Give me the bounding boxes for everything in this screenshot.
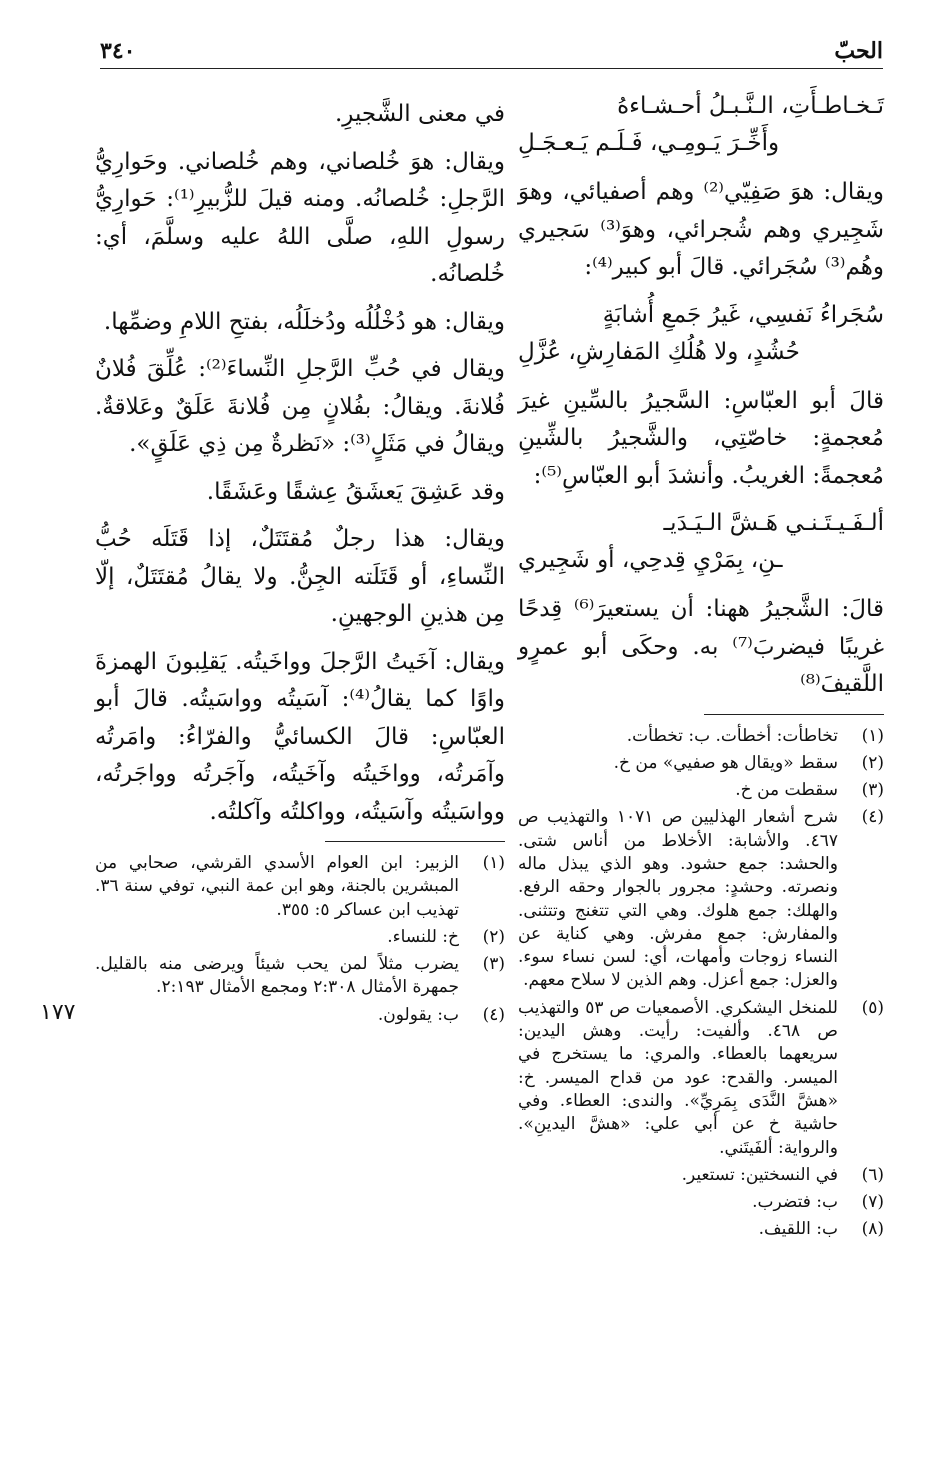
footnote-separator xyxy=(325,841,505,842)
footnote xyxy=(518,1218,884,1241)
footnote-text: ب: اللقيف. xyxy=(758,1219,838,1240)
footnote xyxy=(95,926,505,949)
footnote xyxy=(95,1004,505,1027)
paragraph: قالَ: الشَّجيرُ ههنا: أن يستعيرَ⁽⁶⁾ قِدحًا غريبًا فيضربَ⁽⁷⁾ به. وحكَى أبو عمرٍو اللَّقيفَ⁽⁸⁾ xyxy=(518,596,884,697)
footnotes-right xyxy=(518,725,884,1242)
footnote-text: ب: فتضرب. xyxy=(752,1192,838,1213)
footnote xyxy=(518,752,884,775)
right-column xyxy=(518,88,884,1246)
footnote xyxy=(518,725,884,748)
footnote-text: شرح أشعار الهذليين ص ١٠٧١ والتهذيب ص ٤٦٧. والأشابة: الأخلاط من أناس شتى. والحشد: جمع حشود. وهو الذي يبذل ماله ونصرته. وحشدٍ: مجرور بالجوار وحقه الرفع. والهلك: جمع هلوك. وهي التي تتغنج وتتثنى. والمفارش: جمع مفرش. وهي كناية عن النساء زوجات وأمهات، أي: لسن نساء سوء. والعزل: جمع أعزل. وهم الذين لا سلاح معهم. xyxy=(518,807,838,991)
footnote-text: في النسختين: تستعير. xyxy=(681,1164,838,1185)
footnote-text: تخاطأت: أخطأت. ب: تخطأت. xyxy=(626,725,838,746)
verse-1-first-hemistich: تَـخـاطـأَتِ، الـنَّـبـلُ أحـشـاءهُ xyxy=(617,93,884,119)
page-header xyxy=(100,36,883,69)
paragraph: ويقال: هوَ صَفِيّي⁽²⁾ وهم أصفيائي، وهوَ شَجِيري وهم شُجرائي، وهوَ⁽³⁾ سَجيري وهُم⁽³⁾ سُجَرائي. قالَ أبو كبير⁽⁴⁾: xyxy=(518,179,885,280)
paragraph: قالَ أبو العبّاسِ: السَّجيرُ بالسِّينِ غيرَ مُعجمةٍ: خاصّتِي، والشَّجيرُ بالشِّينِ مُعجمةً: الغريبُ. وأنشدَ أبو العبّاسِ⁽⁵⁾: xyxy=(518,387,884,489)
footnote-text: ب: يقولون. xyxy=(377,1004,459,1025)
footnote-text: سقط «ويقال هو صفيي» من خ. xyxy=(613,752,838,773)
verse-2 xyxy=(518,297,884,371)
paragraph: في معنى الشَّجيرِ. xyxy=(334,101,505,127)
running-title: الحبّ xyxy=(834,38,883,64)
margin-number: ١٧٧ xyxy=(40,1000,76,1025)
footnote xyxy=(95,953,505,1000)
paragraph: ويقال: هو دُخْلُلُه ودُخلَلُه، بفتحِ اللامِ وضمِّها. xyxy=(103,308,505,335)
footnote xyxy=(518,1191,884,1214)
verse-3-first-hemistich: ألـفَـيـتَـنـي هَـشَّ الـيَـدَيـ xyxy=(663,510,884,536)
footnote-number: (٤) xyxy=(861,807,884,828)
footnote xyxy=(518,779,884,802)
footnote-number: (٣) xyxy=(482,954,505,975)
footnote xyxy=(518,806,884,992)
footnote-text: الزبير: ابن العوام الأسدي القرشي، صحابي من المبشرين بالجنة، وهو ابن عمة النبي، توفي سنة ٣٦. تهذيب ابن عساكر ٥: ٣٥٥. xyxy=(95,853,459,920)
paragraph: وقد عَشِقَ يَعشَقُ عِشقًا وعَشَقًا. xyxy=(206,478,505,505)
footnote-text: سقطت من خ. xyxy=(735,780,838,801)
footnote-number: (٢) xyxy=(861,752,884,773)
footnote-separator xyxy=(704,714,884,715)
footnote-number: (٤) xyxy=(482,1004,505,1025)
footnote xyxy=(95,852,505,922)
footnote-number: (٢) xyxy=(482,926,505,947)
footnote-number: (٥) xyxy=(861,997,884,1018)
footnote-number: (٦) xyxy=(861,1164,884,1185)
footnote-number: (٨) xyxy=(861,1219,884,1240)
verse-3 xyxy=(518,505,884,579)
verse-1 xyxy=(518,88,884,162)
page-number: ٣٤٠ xyxy=(100,38,136,64)
paragraph: ويقال في حُبِّ الرَّجلِ النِّساءَ⁽²⁾: عُلِّقَ فُلانٌ فُلانةَ. ويقالُ: بفُلانٍ مِن فُلانةَ عَلَقٌ وعَلاقةٌ. ويقالُ في مَثَلٍ⁽³⁾: «نَظرةٌ مِن ذِي عَلَقٍ». xyxy=(95,356,505,457)
footnote-number: (١) xyxy=(482,853,505,873)
verse-2-first-hemistich: سُجَراءُ نَفسِي، غَيرُ جَمعِ أُشابَةٍ xyxy=(602,301,884,328)
footnote-number: (٣) xyxy=(861,780,884,801)
verse-1-second-hemistich: وأَخِّـرَ يَـومِـي، فَـلَـم يَـعـجَـلِ xyxy=(518,130,780,156)
footnote-number: (٧) xyxy=(861,1192,884,1213)
verse-2-second-hemistich: حُشُدٍ، ولا هُلُكِ المَفارِشِ، عُزَّلِ xyxy=(518,338,800,365)
verse-3-second-hemistich: ـنِ، بِمَرْيِ قِدحِي، أو شَجِيري xyxy=(518,547,783,573)
footnote xyxy=(518,997,884,1160)
footnote-text: يضرب مثلاً لمن يحب شيئاً ويرضى منه بالقليل. جمهرة الأمثال ٢:٣٠٨ ومجمع الأمثال ٢:١٩٣. xyxy=(95,954,459,998)
footnote xyxy=(518,1164,884,1187)
footnote-text: للمنخل اليشكري. الأصمعيات ص ٥٣ والتهذيب ص ٤٦٨. وألفيت: رأيت. وهش اليدين: سريعهما بالعطاء. والمري: ما يستخرج في الميسر. والقدح: عود من قداح الميسر. خ: «هشَّ النَّدَى بِمَرِيِّ». والندى: العطاء. وفي حاشية خ عن أبي علي: «هشَّ اليدينِ». والرواية: ألفَيتَني. xyxy=(518,997,838,1158)
paragraph: ويقال: هوَ خُلصاني، وهم خُلصاني. وحَوارِيُّ الرَّجلِ: خُلصانُه. ومنه قيلَ للزُّبيرِ⁽¹⁾: حَوارِيُّ رسولِ اللهِ، صلَّى اللهُ عليه وسلَّمَ، أي: خُلصانُه. xyxy=(95,148,506,287)
paragraph: ويقال: هذا رجلٌ مُقتَتَلٌ، إذا قَتَلَه حُبُّ النِّساءِ، أو قَتَلَته الجِنُّ. ولا يقالُ مُقتَتَلٌ، إلّا مِن هذينِ الوجهينِ. xyxy=(95,526,505,627)
paragraph: ويقال: آخَيتُ الرَّجلَ وواخَيتُه. يَقلِبونَ الهمزةَ واوًا كما يقالُ⁽⁴⁾: آسَيتُه وواسَيتُه. قالَ أبو العبّاسِ: قالَ الكسائيُّ والفرّاءُ: وامَرتُه وآمَرتُه، وواخَيتُه وآخَيتُه، وآجَرتُه وواجَرتُه، وواسَيتُه وآسَيتُه، وواكلتُه وآكلتُه. xyxy=(95,648,505,825)
footnote-number: (١) xyxy=(861,725,884,746)
footnotes-left xyxy=(95,852,505,1027)
left-column xyxy=(95,96,505,1031)
footnote-text: خ: للنساء. xyxy=(387,926,459,947)
